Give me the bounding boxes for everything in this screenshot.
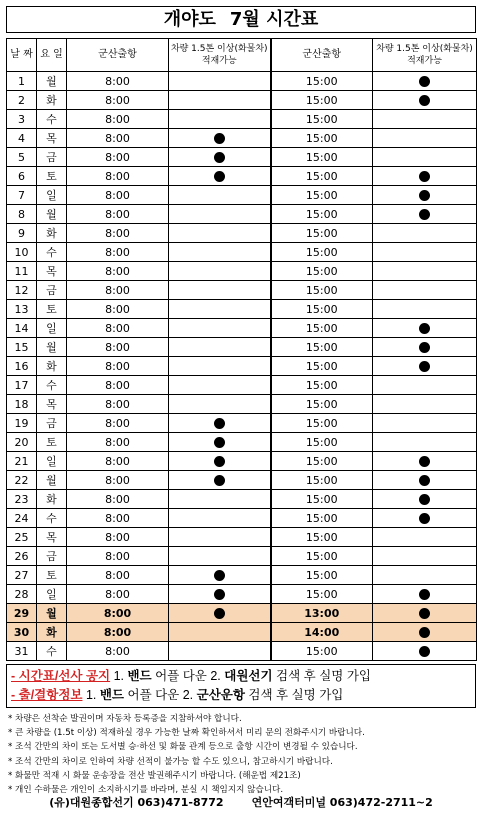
cell-day: 4 — [7, 129, 37, 148]
cell-departure-1: 8:00 — [67, 547, 169, 566]
cell-vehicle-2 — [373, 642, 477, 661]
cell-departure-2: 15:00 — [271, 585, 373, 604]
cell-vehicle-1 — [169, 167, 271, 186]
cell-weekday: 월 — [37, 205, 67, 224]
cell-day: 24 — [7, 509, 37, 528]
cell-weekday: 월 — [37, 471, 67, 490]
cell-weekday: 수 — [37, 243, 67, 262]
vehicle-available-dot-icon — [419, 171, 430, 182]
cell-departure-1: 8:00 — [67, 243, 169, 262]
cell-day: 23 — [7, 490, 37, 509]
table-row — [7, 395, 477, 414]
cell-departure-1: 8:00 — [67, 585, 169, 604]
cell-vehicle-1 — [169, 566, 271, 585]
vehicle-available-dot-icon — [419, 494, 430, 505]
title-box — [6, 6, 476, 33]
cell-vehicle-1 — [169, 528, 271, 547]
cell-weekday: 금 — [37, 281, 67, 300]
cell-vehicle-1 — [169, 300, 271, 319]
notice-box — [6, 664, 476, 708]
vehicle-available-dot-icon — [214, 570, 225, 581]
cell-vehicle-1 — [169, 205, 271, 224]
cell-vehicle-2 — [373, 547, 477, 566]
notice-gunsan: 군산운항 — [196, 688, 245, 702]
cell-departure-2: 13:00 — [271, 604, 373, 623]
cell-departure-1: 8:00 — [67, 414, 169, 433]
vehicle-available-dot-icon — [419, 342, 430, 353]
cell-departure-1: 8:00 — [67, 471, 169, 490]
vehicle-available-dot-icon — [214, 608, 225, 619]
cell-vehicle-1 — [169, 509, 271, 528]
cell-day: 7 — [7, 186, 37, 205]
cell-departure-2: 15:00 — [271, 528, 373, 547]
vehicle-available-dot-icon — [419, 513, 430, 524]
cell-vehicle-2 — [373, 224, 477, 243]
cell-vehicle-2 — [373, 319, 477, 338]
title-month: 7월 시간표 — [229, 9, 319, 30]
cell-weekday: 수 — [37, 642, 67, 661]
cell-departure-1: 8:00 — [67, 148, 169, 167]
notice-text: 어플 다운 2. — [124, 688, 197, 702]
cell-vehicle-1 — [169, 91, 271, 110]
cell-vehicle-2 — [373, 110, 477, 129]
cell-vehicle-2 — [373, 623, 477, 642]
cell-weekday: 화 — [37, 490, 67, 509]
table-row — [7, 547, 477, 566]
cell-weekday: 금 — [37, 148, 67, 167]
table-row — [7, 243, 477, 262]
col-day-header: 날 짜 — [7, 39, 37, 72]
cell-vehicle-2 — [373, 281, 477, 300]
vehicle-available-dot-icon — [419, 646, 430, 657]
vehicle-available-dot-icon — [419, 475, 430, 486]
cell-departure-2: 15:00 — [271, 357, 373, 376]
cell-vehicle-1 — [169, 471, 271, 490]
notice-line-1 — [11, 667, 471, 686]
cell-vehicle-2 — [373, 376, 477, 395]
schedule-body — [7, 72, 477, 661]
vehicle-available-dot-icon — [214, 418, 225, 429]
cell-departure-2: 15:00 — [271, 490, 373, 509]
vehicle-available-dot-icon — [419, 456, 430, 467]
cell-vehicle-1 — [169, 186, 271, 205]
cell-departure-2: 15:00 — [271, 338, 373, 357]
cell-vehicle-2 — [373, 357, 477, 376]
table-header-row — [7, 39, 477, 72]
cell-day: 27 — [7, 566, 37, 585]
table-row — [7, 452, 477, 471]
cell-day: 10 — [7, 243, 37, 262]
cell-departure-2: 15:00 — [271, 224, 373, 243]
contact-terminal: 연안여객터미널 063)472-2711~2 — [251, 796, 433, 809]
cell-departure-2: 15:00 — [271, 433, 373, 452]
cell-departure-1: 8:00 — [67, 186, 169, 205]
cell-day: 15 — [7, 338, 37, 357]
table-row — [7, 167, 477, 186]
cell-vehicle-2 — [373, 528, 477, 547]
cell-vehicle-2 — [373, 395, 477, 414]
cell-departure-2: 15:00 — [271, 167, 373, 186]
cell-departure-1: 8:00 — [67, 490, 169, 509]
cell-vehicle-2 — [373, 566, 477, 585]
cell-departure-1: 8:00 — [67, 566, 169, 585]
cell-day: 6 — [7, 167, 37, 186]
table-row — [7, 205, 477, 224]
table-row — [7, 186, 477, 205]
cell-weekday: 일 — [37, 452, 67, 471]
table-row — [7, 642, 477, 661]
notice-daewon: 대원선기 — [224, 669, 273, 683]
cell-departure-1: 8:00 — [67, 357, 169, 376]
cell-departure-1: 8:00 — [67, 509, 169, 528]
cell-weekday: 화 — [37, 357, 67, 376]
vehicle-available-dot-icon — [214, 152, 225, 163]
table-row — [7, 224, 477, 243]
vehicle-available-dot-icon — [214, 171, 225, 182]
cell-departure-2: 15:00 — [271, 110, 373, 129]
vehicle-available-dot-icon — [419, 627, 430, 638]
cell-departure-1: 8:00 — [67, 395, 169, 414]
cell-day: 12 — [7, 281, 37, 300]
notice-text: 1. — [82, 688, 100, 702]
vehicle-available-dot-icon — [214, 475, 225, 486]
cell-departure-2: 15:00 — [271, 148, 373, 167]
cell-vehicle-2 — [373, 490, 477, 509]
cell-vehicle-1 — [169, 319, 271, 338]
cell-vehicle-1 — [169, 642, 271, 661]
cell-departure-2: 15:00 — [271, 300, 373, 319]
contact-company: (유)대원종합선기 063)471-8772 — [49, 796, 224, 809]
cell-departure-2: 15:00 — [271, 509, 373, 528]
table-row — [7, 91, 477, 110]
cell-weekday: 화 — [37, 91, 67, 110]
cell-departure-2: 15:00 — [271, 205, 373, 224]
cell-departure-2: 15:00 — [271, 376, 373, 395]
cell-vehicle-2 — [373, 452, 477, 471]
notice-line-2 — [11, 686, 471, 705]
cell-vehicle-2 — [373, 72, 477, 91]
cell-departure-2: 15:00 — [271, 319, 373, 338]
cell-vehicle-1 — [169, 129, 271, 148]
cell-vehicle-1 — [169, 547, 271, 566]
table-row — [7, 471, 477, 490]
cell-weekday: 화 — [37, 623, 67, 642]
table-row — [7, 72, 477, 91]
cell-weekday: 일 — [37, 585, 67, 604]
cell-weekday: 월 — [37, 338, 67, 357]
note-item: * 조석 간만의 차이 또는 도서별 승·하선 및 화물 관계 등으로 출항 시간이 변경될 수 있습니다. — [8, 742, 358, 753]
cell-departure-1: 8:00 — [67, 452, 169, 471]
cell-weekday: 목 — [37, 528, 67, 547]
col-vehicle-1-header: 차량 1.5톤 이상(화물차) 적재가능 — [169, 39, 271, 72]
cell-vehicle-2 — [373, 509, 477, 528]
cell-day: 3 — [7, 110, 37, 129]
note-item: * 조석 간만의 차이로 인하여 차량 선적이 불가능 할 수도 있으니, 참고하시기 바랍니다. — [8, 756, 333, 767]
cell-day: 21 — [7, 452, 37, 471]
cell-departure-2: 15:00 — [271, 262, 373, 281]
notice-departure-label: - 출/결항정보 — [11, 688, 83, 702]
table-row — [7, 262, 477, 281]
cell-vehicle-1 — [169, 585, 271, 604]
cell-vehicle-2 — [373, 91, 477, 110]
cell-departure-1: 8:00 — [67, 433, 169, 452]
cell-departure-1: 8:00 — [67, 72, 169, 91]
cell-day: 9 — [7, 224, 37, 243]
cell-departure-1: 8:00 — [67, 167, 169, 186]
cell-vehicle-2 — [373, 186, 477, 205]
table-row — [7, 623, 477, 642]
cell-departure-1: 8:00 — [67, 319, 169, 338]
cell-departure-2: 15:00 — [271, 91, 373, 110]
cell-weekday: 목 — [37, 395, 67, 414]
cell-departure-1: 8:00 — [67, 205, 169, 224]
cell-departure-2: 15:00 — [271, 471, 373, 490]
cell-weekday: 일 — [37, 186, 67, 205]
cell-day: 31 — [7, 642, 37, 661]
cell-departure-1: 8:00 — [67, 338, 169, 357]
cell-day: 29 — [7, 604, 37, 623]
cell-vehicle-2 — [373, 129, 477, 148]
table-row — [7, 490, 477, 509]
table-row — [7, 281, 477, 300]
cell-vehicle-1 — [169, 148, 271, 167]
cell-departure-1: 8:00 — [67, 376, 169, 395]
cell-weekday: 토 — [37, 300, 67, 319]
notice-band: 밴드 — [127, 669, 152, 683]
cell-day: 11 — [7, 262, 37, 281]
table-row — [7, 433, 477, 452]
cell-vehicle-1 — [169, 414, 271, 433]
cell-departure-2: 15:00 — [271, 243, 373, 262]
table-row — [7, 300, 477, 319]
cell-vehicle-1 — [169, 110, 271, 129]
col-vehicle-2-header: 차량 1.5톤 이상(화물차) 적재가능 — [373, 39, 477, 72]
table-row — [7, 319, 477, 338]
cell-day: 13 — [7, 300, 37, 319]
notice-text: 어플 다운 2. — [151, 669, 225, 683]
cell-weekday: 금 — [37, 547, 67, 566]
cell-weekday: 토 — [37, 566, 67, 585]
vehicle-available-dot-icon — [419, 361, 430, 372]
cell-departure-1: 8:00 — [67, 604, 169, 623]
vehicle-available-dot-icon — [419, 209, 430, 220]
cell-weekday: 화 — [37, 224, 67, 243]
cell-vehicle-2 — [373, 471, 477, 490]
note-item: * 화물만 적재 시 화물 운송장을 전산 발권해주시기 바랍니다. (해운법 제21조) — [8, 770, 301, 781]
table-row — [7, 338, 477, 357]
cell-departure-1: 8:00 — [67, 110, 169, 129]
col-departure-1-header: 군산출항 — [67, 39, 169, 72]
cell-day: 19 — [7, 414, 37, 433]
cell-departure-1: 8:00 — [67, 528, 169, 547]
cell-weekday: 토 — [37, 433, 67, 452]
cell-day: 17 — [7, 376, 37, 395]
cell-vehicle-1 — [169, 338, 271, 357]
cell-day: 2 — [7, 91, 37, 110]
cell-day: 18 — [7, 395, 37, 414]
cell-vehicle-2 — [373, 414, 477, 433]
vehicle-available-dot-icon — [214, 589, 225, 600]
cell-departure-1: 8:00 — [67, 129, 169, 148]
cell-departure-1: 8:00 — [67, 623, 169, 642]
col-departure-2-header: 군산출항 — [271, 39, 373, 72]
vehicle-available-dot-icon — [419, 95, 430, 106]
cell-weekday: 목 — [37, 262, 67, 281]
cell-vehicle-2 — [373, 148, 477, 167]
cell-vehicle-1 — [169, 72, 271, 91]
cell-departure-2: 15:00 — [271, 186, 373, 205]
cell-vehicle-2 — [373, 433, 477, 452]
note-item: * 차량은 선착순 발권이며 자동차 등록증을 지참하셔야 합니다. — [8, 714, 242, 724]
table-row — [7, 566, 477, 585]
cell-vehicle-2 — [373, 167, 477, 186]
cell-day: 20 — [7, 433, 37, 452]
cell-departure-2: 15:00 — [271, 547, 373, 566]
cell-vehicle-1 — [169, 262, 271, 281]
cell-departure-1: 8:00 — [67, 281, 169, 300]
vehicle-available-dot-icon — [214, 437, 225, 448]
contact-line — [6, 794, 476, 810]
table-row — [7, 357, 477, 376]
table-row — [7, 129, 477, 148]
vehicle-available-dot-icon — [214, 456, 225, 467]
table-row — [7, 414, 477, 433]
cell-day: 28 — [7, 585, 37, 604]
cell-weekday: 일 — [37, 319, 67, 338]
cell-departure-2: 15:00 — [271, 452, 373, 471]
table-row — [7, 509, 477, 528]
cell-vehicle-2 — [373, 262, 477, 281]
cell-weekday: 수 — [37, 110, 67, 129]
cell-vehicle-1 — [169, 604, 271, 623]
cell-day: 30 — [7, 623, 37, 642]
cell-vehicle-1 — [169, 357, 271, 376]
cell-departure-2: 15:00 — [271, 72, 373, 91]
cell-day: 16 — [7, 357, 37, 376]
notice-text: 검색 후 실명 가입 — [272, 669, 371, 683]
cell-weekday: 목 — [37, 129, 67, 148]
notice-text: 1. — [110, 669, 128, 683]
cell-day: 25 — [7, 528, 37, 547]
vehicle-available-dot-icon — [419, 589, 430, 600]
cell-vehicle-2 — [373, 205, 477, 224]
cell-vehicle-1 — [169, 623, 271, 642]
table-row — [7, 585, 477, 604]
table-row — [7, 604, 477, 623]
notice-band: 밴드 — [99, 688, 125, 702]
cell-departure-1: 8:00 — [67, 91, 169, 110]
cell-day: 26 — [7, 547, 37, 566]
cell-weekday: 월 — [37, 604, 67, 623]
cell-weekday: 수 — [37, 376, 67, 395]
cell-vehicle-2 — [373, 338, 477, 357]
table-row — [7, 110, 477, 129]
vehicle-available-dot-icon — [419, 190, 430, 201]
cell-day: 8 — [7, 205, 37, 224]
note-item: * 큰 차량을 (1.5t 이상) 적재하실 경우 가능한 날짜 확인하셔서 미리 문의 전화주시기 바랍니다. — [8, 728, 365, 739]
cell-departure-2: 15:00 — [271, 414, 373, 433]
notice-schedule-label: - 시간표/선사 공지 — [11, 669, 111, 683]
note-item: * 개인 수하물은 개인이 소지하시기를 바라며, 분실 시 책임지지 않습니다. — [8, 785, 284, 796]
cell-vehicle-1 — [169, 452, 271, 471]
cell-weekday: 토 — [37, 167, 67, 186]
page-title — [164, 9, 319, 30]
cell-departure-1: 8:00 — [67, 300, 169, 319]
cell-departure-1: 8:00 — [67, 262, 169, 281]
cell-day: 1 — [7, 72, 37, 91]
notice-text: 검색 후 실명 가입 — [244, 688, 344, 702]
cell-vehicle-2 — [373, 243, 477, 262]
cell-weekday: 월 — [37, 72, 67, 91]
cell-vehicle-2 — [373, 585, 477, 604]
table-row — [7, 376, 477, 395]
cell-vehicle-1 — [169, 433, 271, 452]
cell-vehicle-1 — [169, 281, 271, 300]
cell-departure-2: 15:00 — [271, 395, 373, 414]
col-weekday-header: 요 일 — [37, 39, 67, 72]
cell-weekday: 금 — [37, 414, 67, 433]
cell-departure-2: 15:00 — [271, 129, 373, 148]
cell-day: 5 — [7, 148, 37, 167]
vehicle-available-dot-icon — [214, 133, 225, 144]
notes-list — [8, 712, 476, 797]
cell-departure-1: 8:00 — [67, 642, 169, 661]
cell-vehicle-1 — [169, 490, 271, 509]
table-row — [7, 148, 477, 167]
cell-vehicle-1 — [169, 243, 271, 262]
cell-departure-2: 14:00 — [271, 623, 373, 642]
vehicle-available-dot-icon — [419, 608, 430, 619]
cell-vehicle-1 — [169, 395, 271, 414]
vehicle-available-dot-icon — [419, 76, 430, 87]
cell-vehicle-2 — [373, 300, 477, 319]
cell-vehicle-2 — [373, 604, 477, 623]
cell-departure-2: 15:00 — [271, 281, 373, 300]
cell-departure-2: 15:00 — [271, 566, 373, 585]
cell-departure-2: 15:00 — [271, 642, 373, 661]
table-row — [7, 528, 477, 547]
cell-weekday: 수 — [37, 509, 67, 528]
cell-day: 14 — [7, 319, 37, 338]
cell-vehicle-1 — [169, 376, 271, 395]
cell-vehicle-1 — [169, 224, 271, 243]
cell-departure-1: 8:00 — [67, 224, 169, 243]
vehicle-available-dot-icon — [419, 323, 430, 334]
cell-day: 22 — [7, 471, 37, 490]
schedule-table — [6, 38, 477, 661]
title-island: 개야도 — [163, 9, 216, 30]
